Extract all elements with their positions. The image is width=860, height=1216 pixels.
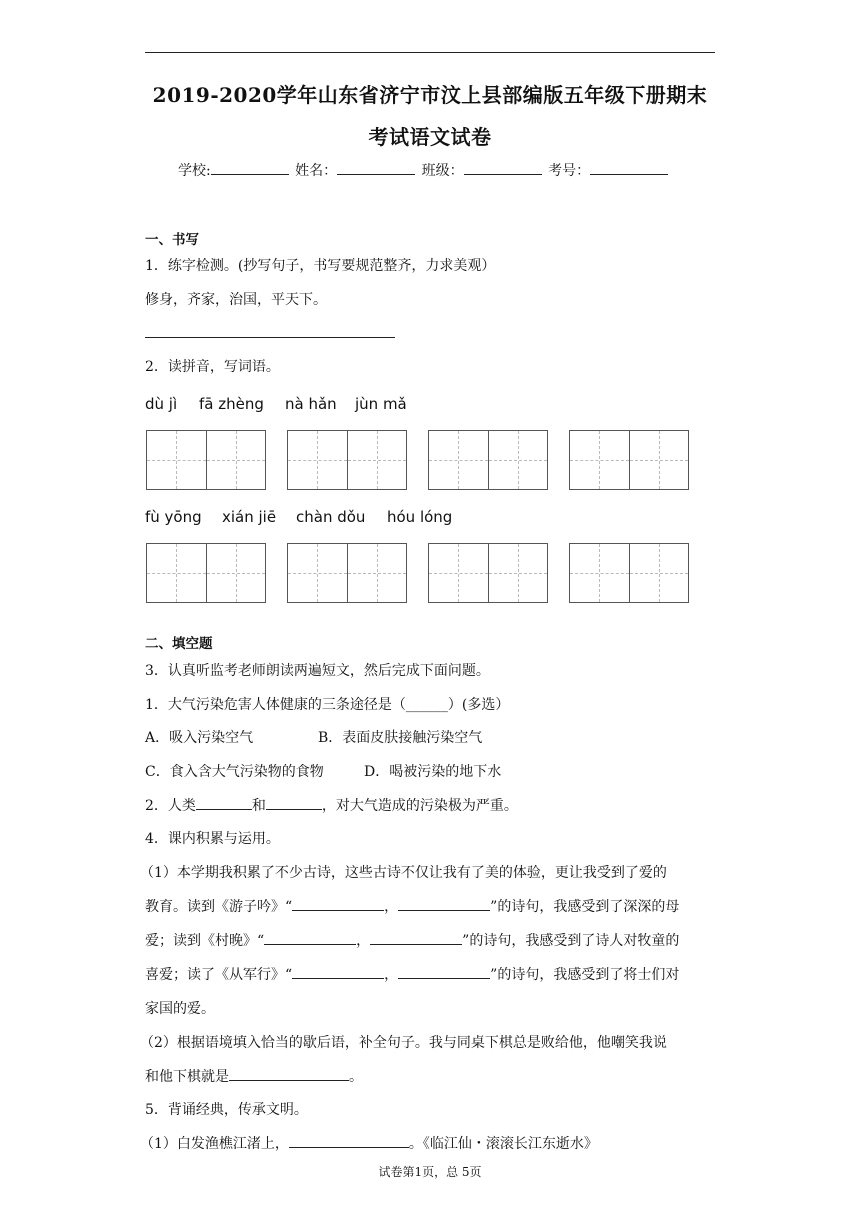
writing-grid[interactable] xyxy=(287,543,407,603)
section2-heading: 二、填空题 xyxy=(145,636,213,652)
section1-heading: 一、书写 xyxy=(145,232,199,248)
writing-grid[interactable] xyxy=(569,543,689,603)
writing-grid[interactable] xyxy=(428,543,548,603)
pinyin-4: jùn mǎ xyxy=(355,395,407,413)
pinyin-7: chàn dǒu xyxy=(296,508,366,526)
q3-option-b: B．表面皮肤接触污染空气 xyxy=(318,730,483,746)
q5-text: （1）白发渔樵江渚上， xyxy=(140,1136,289,1152)
exam-number-label: 考号： xyxy=(548,163,591,179)
q4-p2-line2 xyxy=(145,1066,363,1086)
name-blank[interactable] xyxy=(337,160,415,175)
fill-blank[interactable] xyxy=(264,930,356,945)
pinyin-1: dù jì xyxy=(145,395,178,413)
q3-sub1: 1．大气污染危害人体健康的三条途径是（______）(多选） xyxy=(145,697,510,713)
page-footer: 试卷第1页，总 5页 xyxy=(378,1165,482,1179)
q4-p1-line1: （1）本学期我积累了不少古诗，这些古诗不仅让我有了美的体验，更让我受到了爱的 xyxy=(140,865,667,881)
pinyin-3: nà hǎn xyxy=(285,395,337,413)
top-rule xyxy=(145,52,715,53)
q3-option-d: D．喝被污染的地下水 xyxy=(364,764,502,780)
q4-text: 和他下棋就是 xyxy=(145,1069,229,1085)
q4-text: ”的诗句，我感受到了深深的母 xyxy=(490,899,680,915)
pinyin-5: fù yōng xyxy=(145,508,202,526)
fill-blank[interactable] xyxy=(370,930,462,945)
fill-blank[interactable] xyxy=(398,964,490,979)
q4-text: 喜爱；读了《从军行》“ xyxy=(145,967,293,983)
writing-grid[interactable] xyxy=(428,430,548,490)
q4-text: ”的诗句，我感受到了将士们对 xyxy=(490,967,680,983)
fill-blank[interactable] xyxy=(292,964,384,979)
name-label: 姓名： xyxy=(295,163,338,179)
fill-blank[interactable] xyxy=(398,896,490,911)
q5-p1 xyxy=(140,1133,598,1153)
q3-stem: 3．认真听监考老师朗读两遍短文，然后完成下面问题。 xyxy=(145,663,490,679)
fill-blank[interactable] xyxy=(196,795,252,810)
q5-stem: 5．背诵经典，传承文明。 xyxy=(145,1102,308,1118)
exam-title-line1: 2019-2020学年山东省济宁市汶上县部编版五年级下册期末 xyxy=(152,83,708,107)
q4-p1-line4 xyxy=(145,964,679,984)
q3-sub2-text-c: ，对大气造成的污染极为严重。 xyxy=(321,798,518,814)
school-blank[interactable] xyxy=(211,160,289,175)
q1-answer-line[interactable] xyxy=(145,337,395,338)
q4-text: ， xyxy=(384,967,399,983)
fill-blank[interactable] xyxy=(292,896,384,911)
exam-title-line2: 考试语文试卷 xyxy=(368,125,492,149)
class-label: 班级： xyxy=(421,163,464,179)
q4-p1-line5: 家国的爱。 xyxy=(145,1001,215,1017)
school-label: 学校: xyxy=(178,163,211,179)
q1-sentence: 修身，齐家，治国，平天下。 xyxy=(145,292,327,308)
fill-blank[interactable] xyxy=(289,1133,409,1148)
q3-sub2 xyxy=(145,795,518,815)
q1-stem: 1．练字检测。(抄写句子，书写要规范整齐，力求美观） xyxy=(145,258,496,274)
q4-text: 爱；读到《村晚》“ xyxy=(145,933,265,949)
fill-blank[interactable] xyxy=(229,1066,349,1081)
writing-grid[interactable] xyxy=(569,430,689,490)
class-blank[interactable] xyxy=(464,160,542,175)
q4-text: 教育。读到《游子吟》“ xyxy=(145,899,293,915)
pinyin-8: hóu lóng xyxy=(387,508,453,526)
q2-stem: 2．读拼音，写词语。 xyxy=(145,359,280,375)
exam-number-blank[interactable] xyxy=(590,160,668,175)
q5-text: 。《临江仙・滚滚长江东逝水》 xyxy=(408,1136,598,1152)
q4-text: ， xyxy=(384,899,399,915)
q4-text: ”的诗句，我感受到了诗人对牧童的 xyxy=(462,933,680,949)
q4-text: ， xyxy=(356,933,371,949)
q3-sub2-text-a: 2．人类 xyxy=(145,798,196,814)
q4-stem: 4．课内积累与运用。 xyxy=(145,831,280,847)
writing-grid[interactable] xyxy=(287,430,407,490)
q3-option-c: C．食入含大气污染物的食物 xyxy=(145,764,324,780)
q4-p1-line2 xyxy=(145,896,679,916)
q3-option-a: A．吸入污染空气 xyxy=(145,730,254,746)
q3-sub2-text-b: 和 xyxy=(251,798,266,814)
q4-p2-line1: （2）根据语境填入恰当的歇后语，补全句子。我与同桌下棋总是败给他，他嘲笑我说 xyxy=(140,1035,667,1051)
pinyin-2: fā zhèng xyxy=(199,395,264,413)
writing-grid[interactable] xyxy=(146,430,266,490)
q4-text: 。 xyxy=(349,1069,363,1085)
q4-p1-line3 xyxy=(145,930,679,950)
fill-blank[interactable] xyxy=(266,795,322,810)
writing-grid[interactable] xyxy=(146,543,266,603)
student-info-row xyxy=(178,160,670,180)
pinyin-6: xián jiē xyxy=(222,508,277,526)
